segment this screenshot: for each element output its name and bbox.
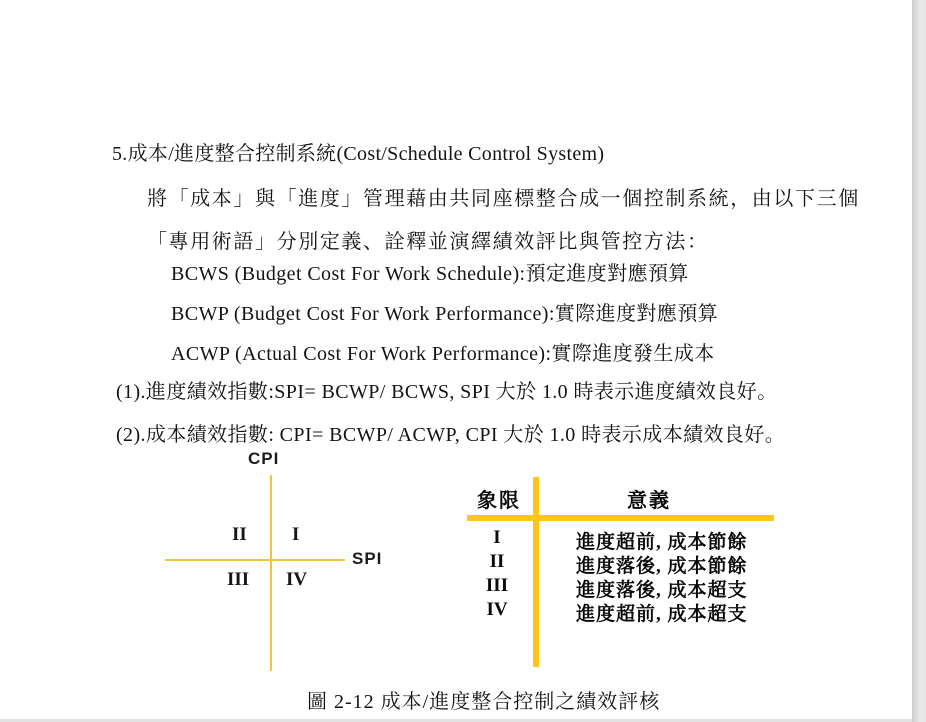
quadrant-label-upper-right: I: [292, 524, 300, 545]
table-row-quadrant: I: [493, 527, 501, 548]
y-axis-line: [270, 475, 272, 671]
table-row-quadrant: IV: [486, 599, 508, 620]
table-header-meaning: 意義: [627, 490, 671, 512]
table-row-meaning: 進度超前, 成本節餘: [576, 532, 748, 553]
table-row-meaning: 進度落後, 成本超支: [576, 580, 748, 601]
definition-bcwp: BCWP (Budget Cost For Work Performance):實際進度對應預算: [171, 303, 718, 325]
numbered-item-spi: (1).進度績效指數:SPI= BCWP/ BCWS, SPI 大於 1.0 時表示進度績效良好。: [116, 381, 778, 403]
table-column-divider: [533, 477, 539, 667]
table-row-meaning: 進度超前, 成本超支: [576, 604, 748, 625]
definition-bcws: BCWS (Budget Cost For Work Schedule):預定進度對應預算: [171, 263, 689, 285]
intro-paragraph-line: 將「成本」與「進度」管理藉由共同座標整合成一個控制系統，由以下三個: [147, 188, 860, 210]
x-axis-line: [165, 559, 345, 561]
page-edge-shadow-right: [912, 0, 926, 722]
section-title: 5.成本/進度整合控制系統(Cost/Schedule Control System): [112, 143, 605, 165]
quadrant-label-lower-left: III: [227, 569, 250, 590]
x-axis-label: SPI: [352, 549, 383, 568]
numbered-item-cpi: (2).成本績效指數: CPI= BCWP/ ACWP, CPI 大於 1.0 時表示成本績效良好。: [116, 424, 786, 446]
table-row-meaning: 進度落後, 成本節餘: [576, 556, 748, 577]
intro-paragraph-line: 「專用術語」分別定義、詮釋並演繹績效評比與管控方法：: [147, 231, 709, 253]
quadrant-label-lower-right: IV: [286, 569, 308, 590]
quadrant-label-upper-left: II: [232, 524, 247, 545]
definition-acwp: ACWP (Actual Cost For Work Performance):實際進度發生成本: [171, 343, 715, 365]
table-header-divider: [467, 515, 774, 521]
figure-caption: 圖 2-12 成本/進度整合控制之績效評核: [307, 691, 661, 713]
table-row-quadrant: III: [485, 575, 509, 596]
table-header-quadrant: 象限: [477, 490, 521, 512]
y-axis-label: CPI: [248, 449, 280, 468]
table-row-quadrant: II: [489, 551, 505, 572]
